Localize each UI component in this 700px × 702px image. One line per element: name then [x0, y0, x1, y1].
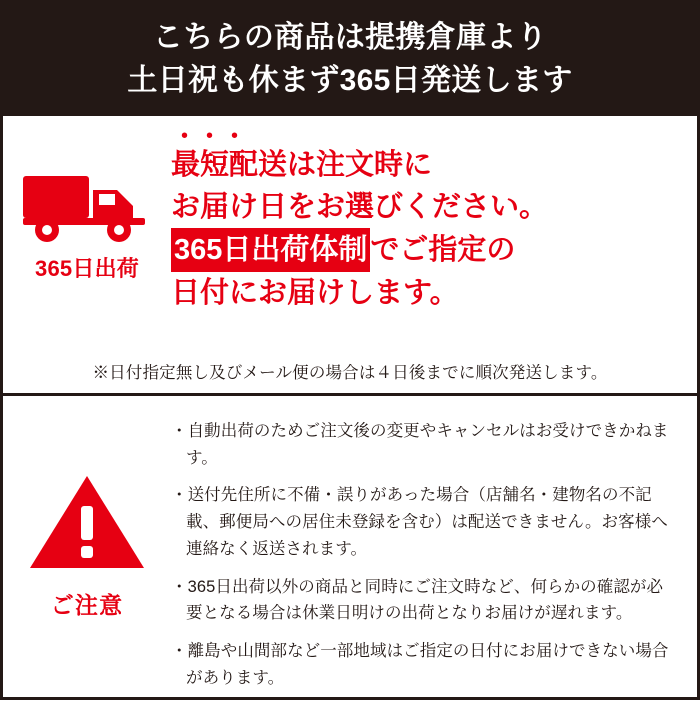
list-item: ・ 離島や山間部など一部地域はご指定の日付にお届けできない場合があります。	[171, 638, 679, 691]
shipping-section-main	[3, 124, 697, 353]
shipping-highlight: 365日出荷体制	[171, 228, 370, 272]
warning-triangle-icon	[28, 472, 146, 577]
truck-column	[3, 124, 171, 283]
caution-icon-column	[3, 410, 171, 620]
shipping-line-1: 最短配送は注文時に	[171, 149, 433, 181]
list-item: ・ 365日出荷以外の商品と同時にご注文時など、何らかの確認が必要となる場合は休業日明けの出荷となりお届けが遅れます。	[171, 574, 679, 627]
shipping-line-3	[171, 228, 683, 272]
shipping-line-4: 日付にお届けします。	[171, 277, 459, 310]
caution-label: ご注意	[50, 592, 124, 618]
caution-list	[171, 410, 697, 702]
shipping-section	[3, 116, 697, 396]
shipping-note: ※日付指定無し及びメール便の場合は４日後までに順次発送します。	[92, 364, 608, 382]
header-line-1: こちらの商品は提携倉庫より	[152, 20, 548, 54]
shipping-text-block	[171, 124, 697, 314]
truck-icon	[21, 166, 153, 244]
shipping-line-2: お届け日をお選びください。	[171, 191, 549, 224]
shipping-line-3-rest: でご指定の	[370, 234, 516, 267]
caution-section	[3, 396, 697, 702]
banner-header	[3, 3, 697, 116]
list-item: ・ 自動出荷のためご注文後の変更やキャンセルはお受けできかねます。	[171, 418, 679, 471]
list-item: ・ 送付先住所に不備・誤りがあった場合（店舗名・建物名の不記載、郵便局への居住未登録を含む）は配送できません。お客様へ連絡なく返送されます。	[171, 482, 679, 562]
truck-label: 365日出荷	[34, 256, 140, 281]
decorative-dots: •••	[181, 125, 257, 147]
header-line-2: 土日祝も休まず365日発送します	[127, 63, 573, 97]
